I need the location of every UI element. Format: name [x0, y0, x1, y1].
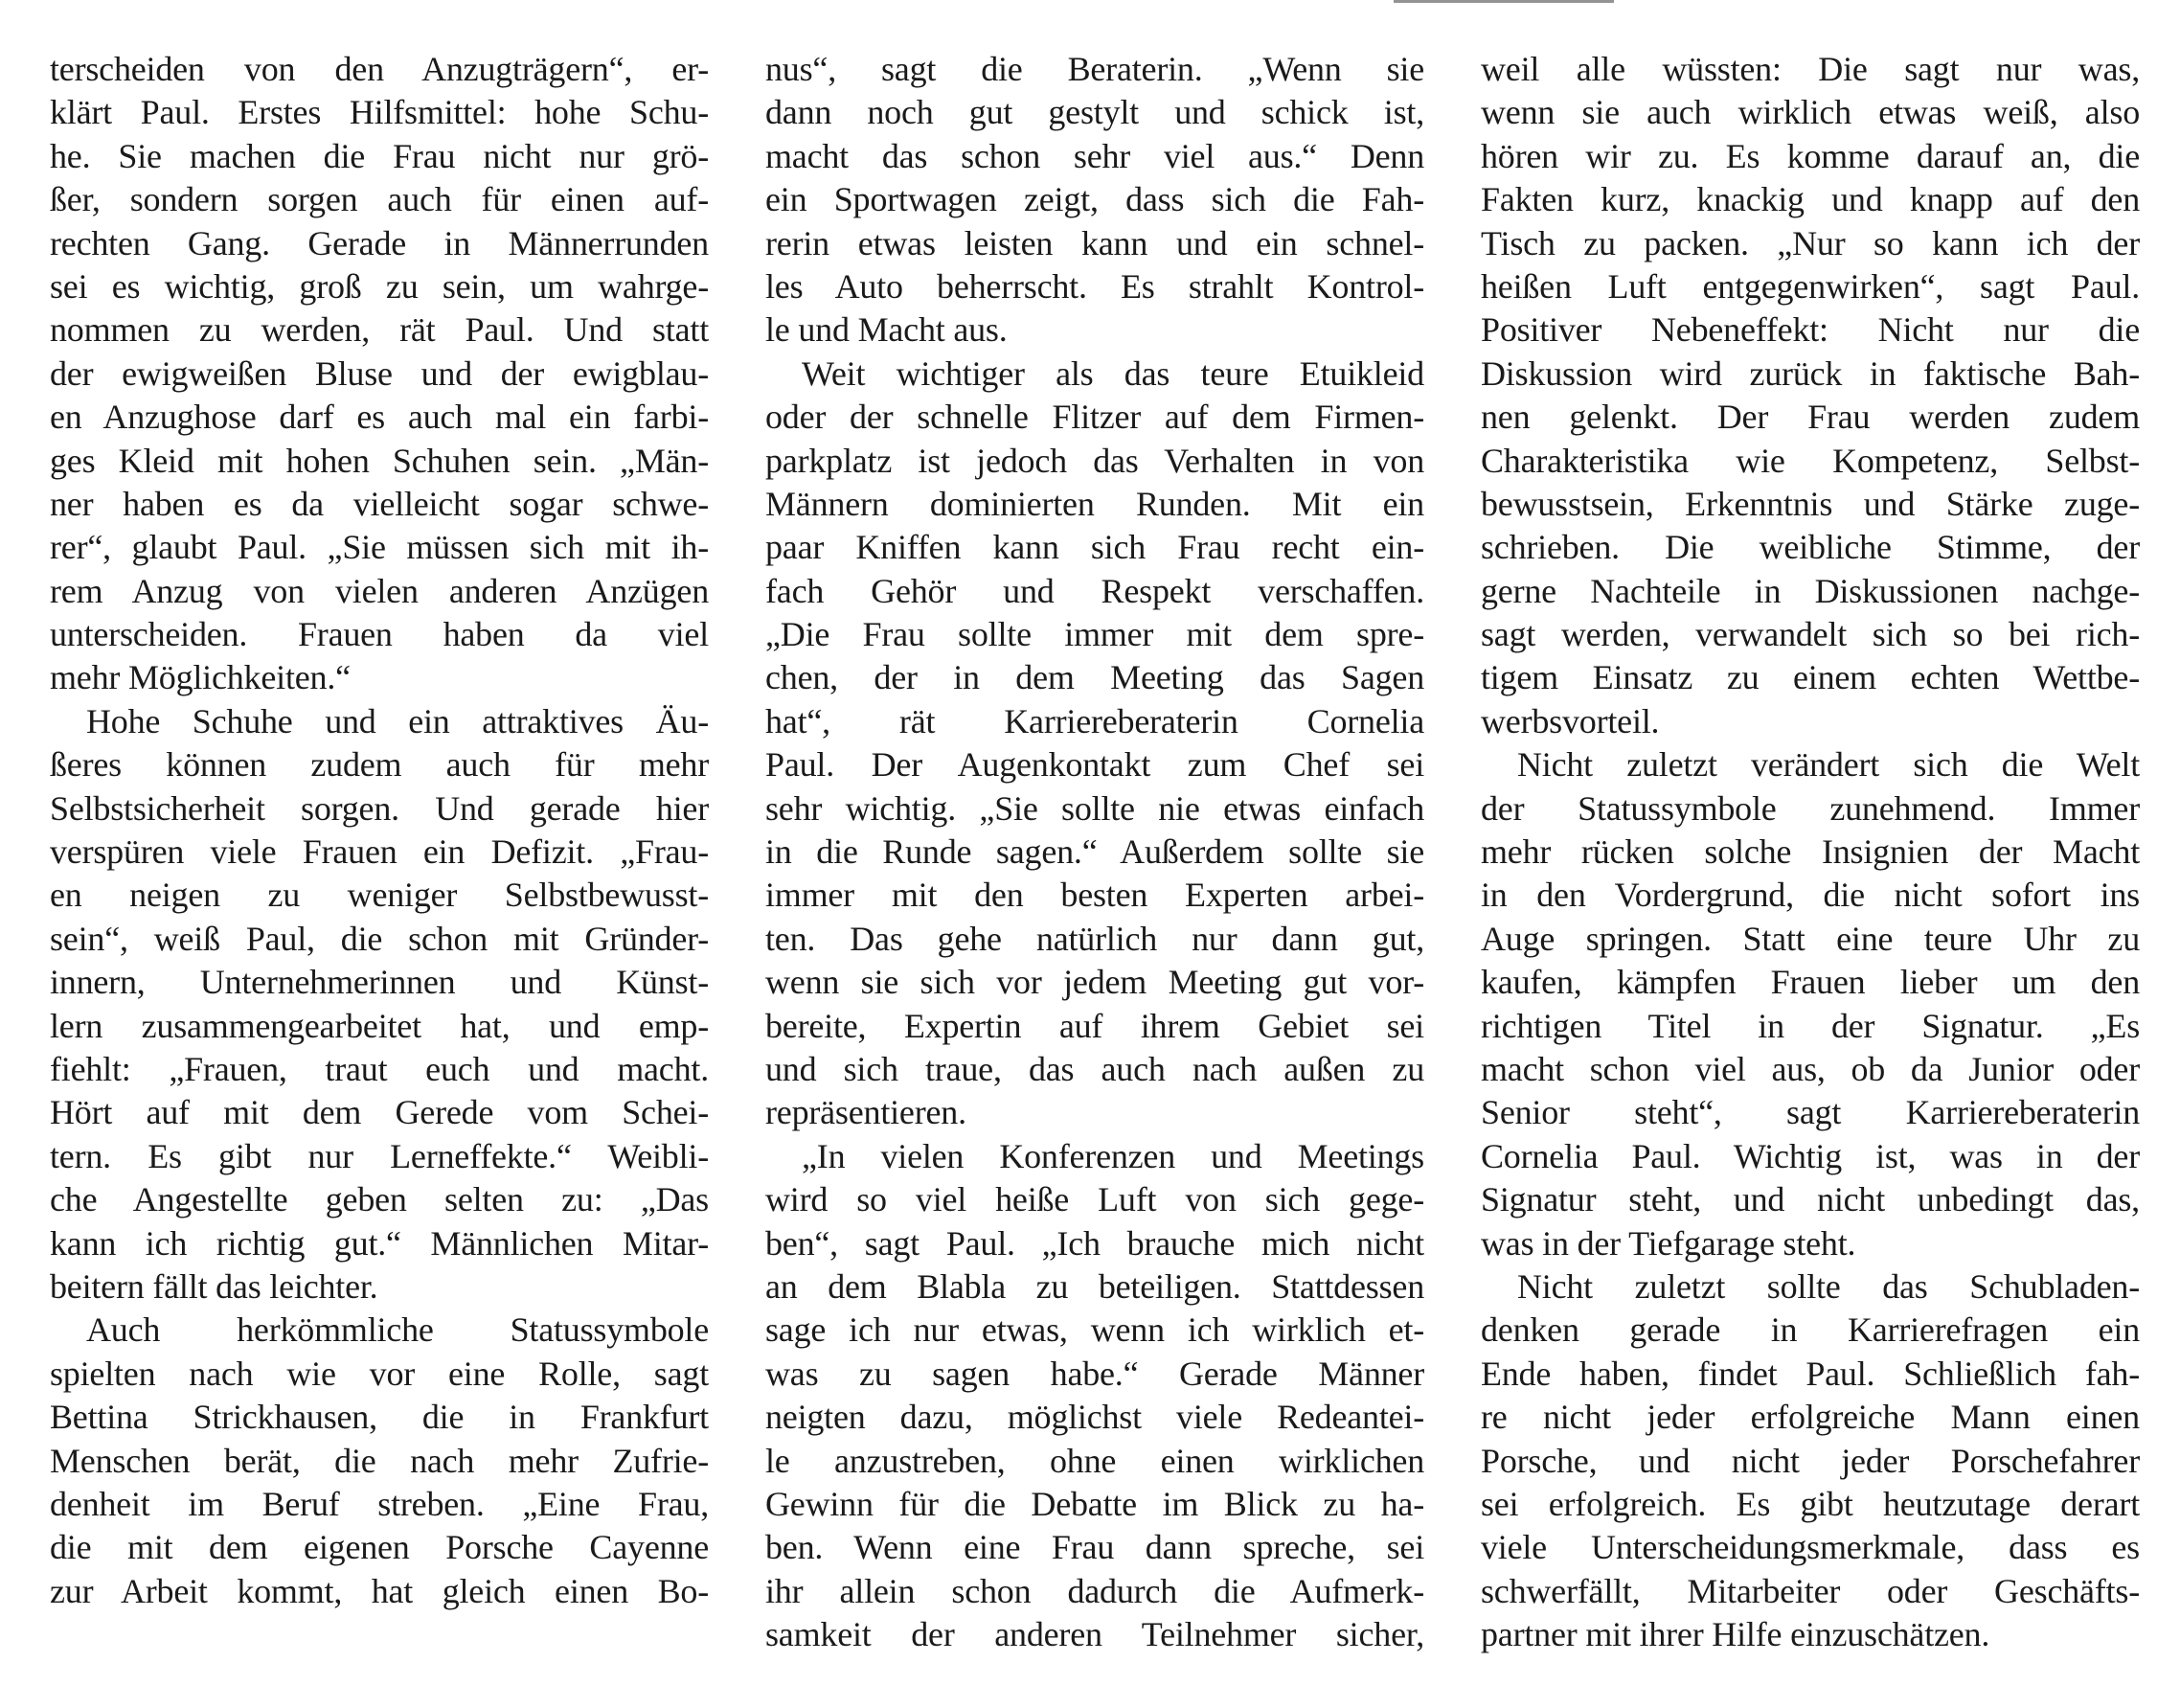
text-line: ben. Wenn eine Frau dann spreche, sei: [765, 1528, 1424, 1567]
text-line: was zu sagen habe.“ Gerade Männer: [765, 1354, 1424, 1393]
text-line: Weit wichtiger als das teure Etuikleid: [802, 353, 1424, 393]
text-line: bewusstsein, Erkenntnis und Stärke zuge-: [1481, 484, 2140, 523]
text-line: Menschen berät, die nach mehr Zufrie-: [50, 1441, 709, 1480]
text-line: rer“, glaubt Paul. „Sie müssen sich mit ih-: [50, 528, 709, 567]
text-line: chen, der in dem Meeting das Sagen: [765, 658, 1424, 697]
text-line: rerin etwas leisten kann und ein schnel-: [765, 223, 1424, 262]
text-line: dann noch gut gestylt und schick ist,: [765, 93, 1424, 132]
text-line: der ewigweißen Bluse und der ewigblau-: [50, 353, 709, 393]
text-line: Hört auf mit dem Gerede vom Schei-: [50, 1093, 709, 1132]
text-line: unterscheiden. Frauen haben da viel: [50, 615, 709, 654]
text-line: „Die Frau sollte immer mit dem spre-: [765, 615, 1424, 654]
text-line: Ende haben, findet Paul. Schließlich fah-: [1481, 1354, 2140, 1393]
text-line: gerne Nachteile in Diskussionen nachge-: [1481, 571, 2140, 610]
text-line: Cornelia Paul. Wichtig ist, was in der: [1481, 1136, 2140, 1175]
text-line: Selbstsicherheit sorgen. Und gerade hier: [50, 788, 709, 828]
text-line: rem Anzug von vielen anderen Anzügen: [50, 571, 709, 610]
text-line: mehr Möglichkeiten.“: [50, 658, 351, 697]
text-line: Nicht zuletzt verändert sich die Welt: [1517, 745, 2140, 785]
text-line: innern, Unternehmerinnen und Künst-: [50, 963, 709, 1002]
text-line: zur Arbeit kommt, hat gleich einen Bo-: [50, 1571, 709, 1610]
text-line: ßer, sondern sorgen auch für einen auf-: [50, 180, 709, 219]
text-line: macht schon viel aus, ob da Junior oder: [1481, 1049, 2140, 1088]
text-line: wird so viel heiße Luft von sich gege-: [765, 1180, 1424, 1219]
text-line: was in der Tiefgarage steht.: [1481, 1223, 1856, 1263]
article-column-2: [765, 48, 1424, 1656]
text-line: fiehlt: „Frauen, traut euch und macht.: [50, 1049, 709, 1088]
text-line: klärt Paul. Erstes Hilfsmittel: hohe Schu-: [50, 93, 709, 132]
text-line: heißen Luft entgegenwirken“, sagt Paul.: [1481, 266, 2140, 306]
text-line: ßeres können zudem auch für mehr: [50, 745, 709, 785]
text-line: denken gerade in Karrierefragen ein: [1481, 1310, 2140, 1350]
text-line: repräsentieren.: [765, 1093, 966, 1132]
text-line: beitern fällt das leichter.: [50, 1266, 378, 1306]
text-line: en Anzughose darf es auch mal ein farbi-: [50, 398, 709, 437]
text-line: Positiver Nebeneffekt: Nicht nur die: [1481, 310, 2140, 350]
text-line: nommen zu werden, rät Paul. Und statt: [50, 310, 709, 350]
text-line: Signatur steht, und nicht unbedingt das,: [1481, 1180, 2140, 1219]
text-line: le und Macht aus.: [765, 310, 1008, 350]
text-line: re nicht jeder erfolgreiche Mann einen: [1481, 1398, 2140, 1437]
text-line: und sich traue, das auch nach außen zu: [765, 1049, 1424, 1088]
text-line: Gewinn für die Debatte im Blick zu ha-: [765, 1484, 1424, 1523]
text-line: macht das schon sehr viel aus.“ Denn: [765, 136, 1424, 175]
text-line: sei es wichtig, groß zu sein, um wahrge-: [50, 266, 709, 306]
text-line: Auch herkömmliche Statussymbole: [86, 1310, 709, 1350]
text-line: mehr rücken solche Insignien der Macht: [1481, 832, 2140, 872]
text-line: paar Kniffen kann sich Frau recht ein-: [765, 528, 1424, 567]
text-line: Porsche, und nicht jeder Porschefahrer: [1481, 1441, 2140, 1480]
text-line: die mit dem eigenen Porsche Cayenne: [50, 1528, 709, 1567]
text-line: nus“, sagt die Beraterin. „Wenn sie: [765, 50, 1424, 88]
text-line: neigten dazu, möglichst viele Redeantei-: [765, 1398, 1424, 1437]
text-line: le anzustreben, ohne einen wirklichen: [765, 1441, 1424, 1480]
text-line: Charakteristika wie Kompetenz, Selbst-: [1481, 441, 2140, 480]
text-line: sage ich nur etwas, wenn ich wirklich et-: [765, 1310, 1424, 1350]
text-line: sehr wichtig. „Sie sollte nie etwas einfach: [765, 788, 1424, 828]
text-line: Fakten kurz, knackig und knapp auf den: [1481, 180, 2140, 219]
text-line: rechten Gang. Gerade in Männerrunden: [50, 223, 709, 262]
text-line: hören wir zu. Es komme darauf an, die: [1481, 136, 2140, 175]
header-rule: [1394, 0, 1614, 3]
text-line: oder der schnelle Flitzer auf dem Firmen-: [765, 398, 1424, 437]
text-line: verspüren viele Frauen ein Defizit. „Frau-: [50, 832, 709, 872]
text-line: richtigen Titel in der Signatur. „Es: [1481, 1006, 2140, 1045]
text-line: Männern dominierten Runden. Mit ein: [765, 484, 1424, 523]
text-line: Tisch zu packen. „Nur so kann ich der: [1481, 223, 2140, 262]
text-line: schwerfällt, Mitarbeiter oder Geschäfts-: [1481, 1571, 2140, 1610]
text-line: wenn sie auch wirklich etwas weiß, also: [1481, 93, 2140, 132]
text-line: sein“, weiß Paul, die schon mit Gründer-: [50, 919, 709, 958]
text-line: „In vielen Konferenzen und Meetings: [802, 1136, 1424, 1175]
text-line: samkeit der anderen Teilnehmer sicher,: [765, 1615, 1424, 1654]
text-line: parkplatz ist jedoch das Verhalten in von: [765, 441, 1424, 480]
text-line: ben“, sagt Paul. „Ich brauche mich nicht: [765, 1223, 1424, 1263]
text-line: denheit im Beruf streben. „Eine Frau,: [50, 1484, 709, 1523]
text-line: partner mit ihrer Hilfe einzuschätzen.: [1481, 1615, 1990, 1654]
text-line: ges Kleid mit hohen Schuhen sein. „Män-: [50, 441, 709, 480]
text-line: schrieben. Die weibliche Stimme, der: [1481, 528, 2140, 567]
text-line: terscheiden von den Anzugträgern“, er-: [50, 50, 709, 88]
text-line: ihr allein schon dadurch die Aufmerk-: [765, 1571, 1424, 1610]
text-line: les Auto beherrscht. Es strahlt Kontrol-: [765, 266, 1424, 306]
text-line: tigem Einsatz zu einem echten Wettbe-: [1481, 658, 2140, 697]
text-line: Nicht zuletzt sollte das Schubladen-: [1517, 1266, 2140, 1306]
text-line: kann ich richtig gut.“ Männlichen Mitar-: [50, 1223, 709, 1263]
text-line: nen gelenkt. Der Frau werden zudem: [1481, 398, 2140, 437]
text-line: weil alle wüssten: Die sagt nur was,: [1481, 50, 2140, 88]
text-line: he. Sie machen die Frau nicht nur grö-: [50, 136, 709, 175]
text-line: Diskussion wird zurück in faktische Bah-: [1481, 353, 2140, 393]
text-line: hat“, rät Karriereberaterin Cornelia: [765, 701, 1424, 740]
text-line: immer mit den besten Experten arbei-: [765, 876, 1424, 915]
text-line: che Angestellte geben selten zu: „Das: [50, 1180, 709, 1219]
text-line: ein Sportwagen zeigt, dass sich die Fah-: [765, 180, 1424, 219]
text-line: sagt werden, verwandelt sich so bei rich-: [1481, 615, 2140, 654]
article-column-3: [1481, 48, 2140, 1656]
text-line: lern zusammengearbeitet hat, und emp-: [50, 1006, 709, 1045]
text-line: tern. Es gibt nur Lerneffekte.“ Weibli-: [50, 1136, 709, 1175]
text-line: werbsvorteil.: [1481, 701, 1660, 740]
text-line: Paul. Der Augenkontakt zum Chef sei: [765, 745, 1424, 785]
text-line: in die Runde sagen.“ Außerdem sollte sie: [765, 832, 1424, 872]
text-line: kaufen, kämpfen Frauen lieber um den: [1481, 963, 2140, 1002]
text-line: Bettina Strickhausen, die in Frankfurt: [50, 1398, 709, 1437]
text-line: spielten nach wie vor eine Rolle, sagt: [50, 1354, 709, 1393]
text-line: Senior steht“, sagt Karriereberaterin: [1481, 1093, 2140, 1132]
text-line: sei erfolgreich. Es gibt heutzutage derart: [1481, 1484, 2140, 1523]
text-line: an dem Blabla zu beteiligen. Stattdessen: [765, 1266, 1424, 1306]
text-line: ner haben es da vielleicht sogar schwe-: [50, 484, 709, 523]
text-line: ten. Das gehe natürlich nur dann gut,: [765, 919, 1424, 958]
text-line: Auge springen. Statt eine teure Uhr zu: [1481, 919, 2140, 958]
article-column-1: [50, 48, 709, 1613]
text-line: Hohe Schuhe und ein attraktives Äu-: [86, 701, 709, 740]
text-line: bereite, Expertin auf ihrem Gebiet sei: [765, 1006, 1424, 1045]
text-line: en neigen zu weniger Selbstbewusst-: [50, 876, 709, 915]
text-line: wenn sie sich vor jedem Meeting gut vor-: [765, 963, 1424, 1002]
text-line: fach Gehör und Respekt verschaffen.: [765, 571, 1424, 610]
text-line: der Statussymbole zunehmend. Immer: [1481, 788, 2140, 828]
text-line: viele Unterscheidungsmerkmale, dass es: [1481, 1528, 2140, 1567]
text-line: in den Vordergrund, die nicht sofort ins: [1481, 876, 2140, 915]
